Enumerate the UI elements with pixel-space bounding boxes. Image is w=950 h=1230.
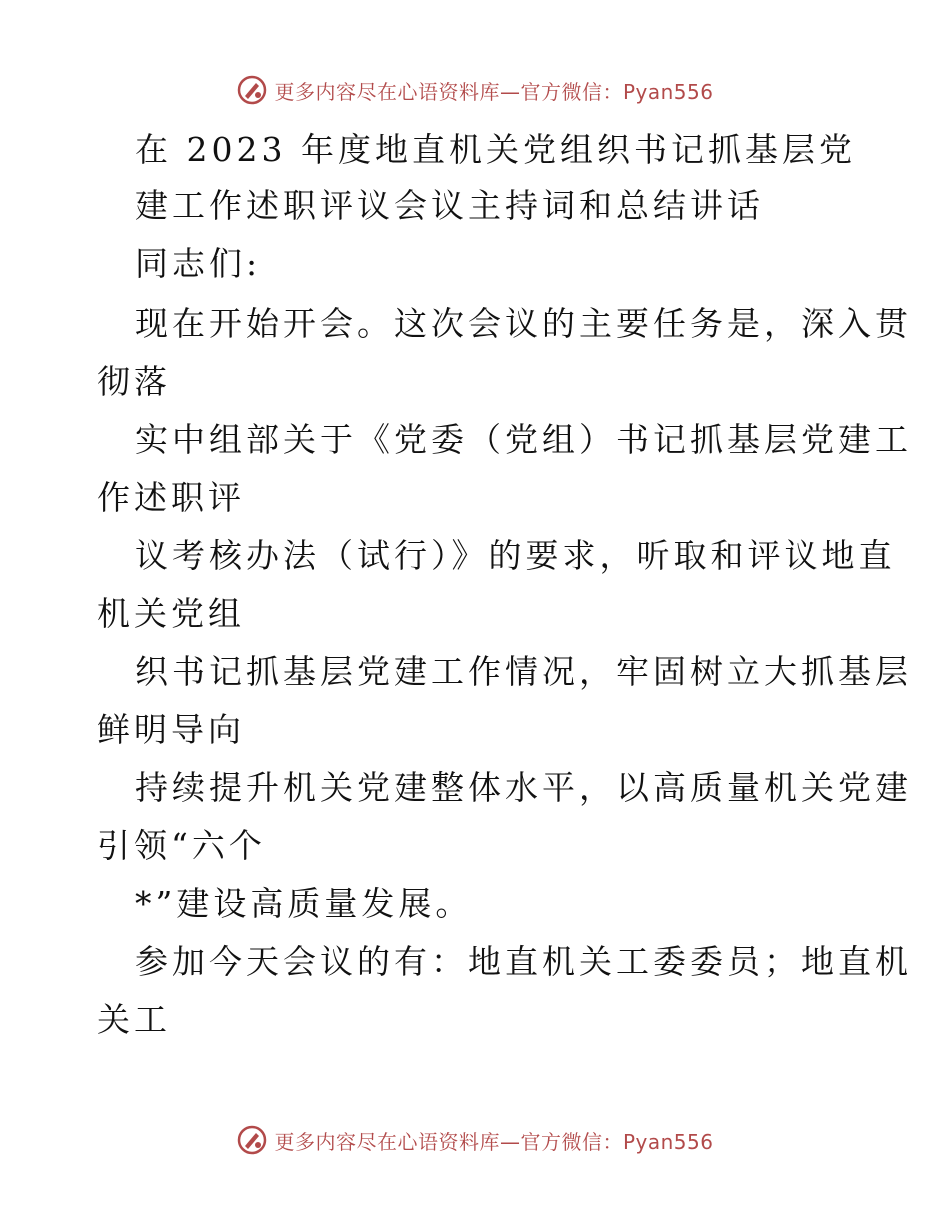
paragraph-line: 引领“六个 bbox=[97, 826, 266, 865]
watermark-text: 更多内容尽在心语资料库—官方微信：Pyan556 bbox=[274, 1129, 714, 1154]
paragraph-line: *”建设高质量发展。 bbox=[135, 884, 473, 923]
watermark-header bbox=[0, 70, 950, 110]
paragraph-line: 现在开始开会。这次会议的主要任务是，深入贯 bbox=[135, 304, 912, 343]
paragraph-line: 织书记抓基层党建工作情况，牢固树立大抓基层 bbox=[135, 652, 912, 691]
document-title-line-2: 建工作述职评议会议主持词和总结讲话 bbox=[135, 186, 764, 225]
pen-seal-logo-icon bbox=[236, 74, 268, 106]
paragraph-line: 参加今天会议的有：地直机关工委委员；地直机 bbox=[135, 942, 912, 981]
paragraph-line: 实中组部关于《党委（党组）书记抓基层党建工 bbox=[135, 420, 912, 459]
paragraph-line: 彻落 bbox=[97, 362, 171, 401]
paragraph-line: 持续提升机关党建整体水平，以高质量机关党建 bbox=[135, 768, 912, 807]
watermark-text: 更多内容尽在心语资料库—官方微信：Pyan556 bbox=[274, 79, 714, 104]
pen-seal-logo-icon bbox=[236, 1124, 268, 1156]
paragraph-line: 关工 bbox=[97, 1000, 171, 1039]
paragraph-line: 议考核办法（试行）》的要求，听取和评议地直 bbox=[135, 536, 896, 575]
paragraph-line: 鲜明导向 bbox=[97, 710, 245, 749]
document-title-line-1: 在 2023 年度地直机关党组织书记抓基层党 bbox=[135, 130, 856, 169]
watermark-footer bbox=[0, 1120, 950, 1160]
paragraph-line: 作述职评 bbox=[97, 478, 245, 517]
paragraph-line: 机关党组 bbox=[97, 594, 245, 633]
salutation: 同志们: bbox=[135, 244, 262, 283]
